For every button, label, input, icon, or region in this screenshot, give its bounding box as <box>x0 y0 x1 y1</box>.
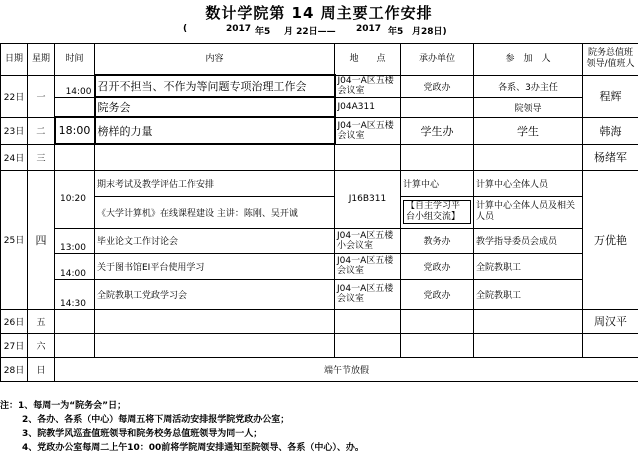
cell-weekday: 日 <box>28 357 55 381</box>
cell-content: 院务会 <box>95 97 335 117</box>
date-range-year1: 2017 <box>226 24 252 34</box>
note-item: 注：1、每周一为“院务会”日； <box>0 401 127 411</box>
table-row <box>1 309 638 333</box>
cell-place: J04一A区五楼会议室 <box>335 75 401 97</box>
cell-time: 10:20 <box>55 170 95 228</box>
cell-date: 27日 <box>1 333 28 357</box>
page-title: 数计学院第 14 周主要工作安排 <box>205 4 433 22</box>
table-row <box>1 333 638 357</box>
cell-unit: 党政办 <box>401 75 474 97</box>
cell-unit <box>401 97 474 117</box>
cell-duty: 程辉 <box>583 75 638 117</box>
notes <box>0 399 638 455</box>
header-people: 参 加 人 <box>474 44 583 76</box>
cell-content: 期末考试及教学评估工作安排 <box>95 170 335 196</box>
table-row <box>1 279 638 309</box>
header-unit: 承办单位 <box>401 44 474 76</box>
cell-time <box>55 97 95 117</box>
cell-weekday: 五 <box>28 309 55 333</box>
table-row <box>1 75 638 97</box>
cell-content: 《大学计算机》在线课程建设 主讲：陈刚、吴开诚 <box>95 196 335 228</box>
cell-weekday: 四 <box>28 170 55 309</box>
cell-duty: 杨绪军 <box>583 144 638 170</box>
date-range-day2: 月28日) <box>412 27 447 37</box>
cell-place: J16B311 <box>335 170 401 228</box>
cell-content: 关于图书馆EI平台使用学习 <box>95 253 335 279</box>
cell-time: 14:00 <box>55 253 95 279</box>
table-row <box>1 253 638 279</box>
cell-content: 毕业论文工作讨论会 <box>95 228 335 253</box>
date-range-open: ( <box>183 24 188 34</box>
table-row <box>1 97 638 117</box>
cell-people: 全院教职工 <box>474 279 583 309</box>
cell-time: 13:00 <box>55 228 95 253</box>
cell-weekday: 三 <box>28 144 55 170</box>
cell-content: 召开不担当、不作为等问题专项治理工作会 <box>95 75 335 97</box>
table-row <box>1 170 638 196</box>
holiday-cell: 端午节放假 <box>55 357 638 381</box>
cell-date: 25日 <box>1 170 28 309</box>
header-duty: 院务总值班领导/值班人 <box>583 44 638 76</box>
table-row <box>1 144 638 170</box>
date-range-year2: 2017 <box>356 24 382 34</box>
schedule-table <box>0 43 638 382</box>
cell-unit <box>401 196 474 228</box>
cell-people: 学生 <box>474 117 583 144</box>
cell-unit: 计算中心 <box>401 170 474 196</box>
date-range-month1: 年5 <box>255 27 271 37</box>
cell-date: 23日 <box>1 117 28 144</box>
cell-duty: 万优艳 <box>583 170 638 309</box>
cell-date: 26日 <box>1 309 28 333</box>
header-content: 内容 <box>95 44 335 76</box>
cell-place: J04一A区五楼小会议室 <box>335 228 401 253</box>
cell-people: 计算中心全体人员及相关人员 <box>474 196 583 228</box>
cell-place: J04一A区五楼会议室 <box>335 279 401 309</box>
cell-people: 全院教职工 <box>474 253 583 279</box>
table-row <box>1 357 638 381</box>
cell-duty: 周汉平 <box>583 309 638 333</box>
note-item: 2、各办、各系（中心）每周五将下周活动安排报学院党政办公室； <box>22 415 290 425</box>
cell-unit: 党政办 <box>401 253 474 279</box>
cell-date: 24日 <box>1 144 28 170</box>
cell-time: 14:00 <box>55 75 95 97</box>
cell-unit: 教务办 <box>401 228 474 253</box>
date-range-month2: 年5 <box>388 27 404 37</box>
cell-duty: 韩海 <box>583 117 638 144</box>
cell-place: J04A311 <box>335 97 401 117</box>
cell-time: 14:30 <box>55 279 95 309</box>
date-range-day1: 月 22日—— <box>284 27 336 37</box>
cell-people: 计算中心全体人员 <box>474 170 583 196</box>
unit-label-box: 【自主学习平台小组交流】 <box>403 200 471 224</box>
header-date: 日期 <box>1 44 28 76</box>
table-row <box>1 196 638 228</box>
cell-place: J04一A区五楼会议室 <box>335 253 401 279</box>
cell-date: 28日 <box>1 357 28 381</box>
header-row <box>1 44 638 76</box>
cell-weekday: 六 <box>28 333 55 357</box>
cell-weekday: 一 <box>28 75 55 117</box>
cell-people: 各系、3办主任 <box>474 75 583 97</box>
header-place: 地 点 <box>335 44 401 76</box>
cell-content: 全院教职工党政学习会 <box>95 279 335 309</box>
note-item: 3、院教学风巡查值班领导和院务校务总值班领导为同一人； <box>22 429 263 439</box>
cell-unit: 党政办 <box>401 279 474 309</box>
header-weekday: 星期 <box>28 44 55 76</box>
cell-content: 榜样的力量 <box>95 117 335 144</box>
note-item: 4、党政办公室每周二上午10：00前将学院周安排通知至院领导、各系（中心）、办。 <box>22 443 364 453</box>
header-time: 时间 <box>55 44 95 76</box>
cell-people: 教学指导委员会成员 <box>474 228 583 253</box>
table-row <box>1 117 638 144</box>
table-row <box>1 228 638 253</box>
cell-weekday: 二 <box>28 117 55 144</box>
cell-place: J04一A区五楼会议室 <box>335 117 401 144</box>
cell-people: 院领导 <box>474 97 583 117</box>
cell-time: 18:00 <box>55 117 95 144</box>
cell-unit: 学生办 <box>401 117 474 144</box>
cell-date: 22日 <box>1 75 28 117</box>
